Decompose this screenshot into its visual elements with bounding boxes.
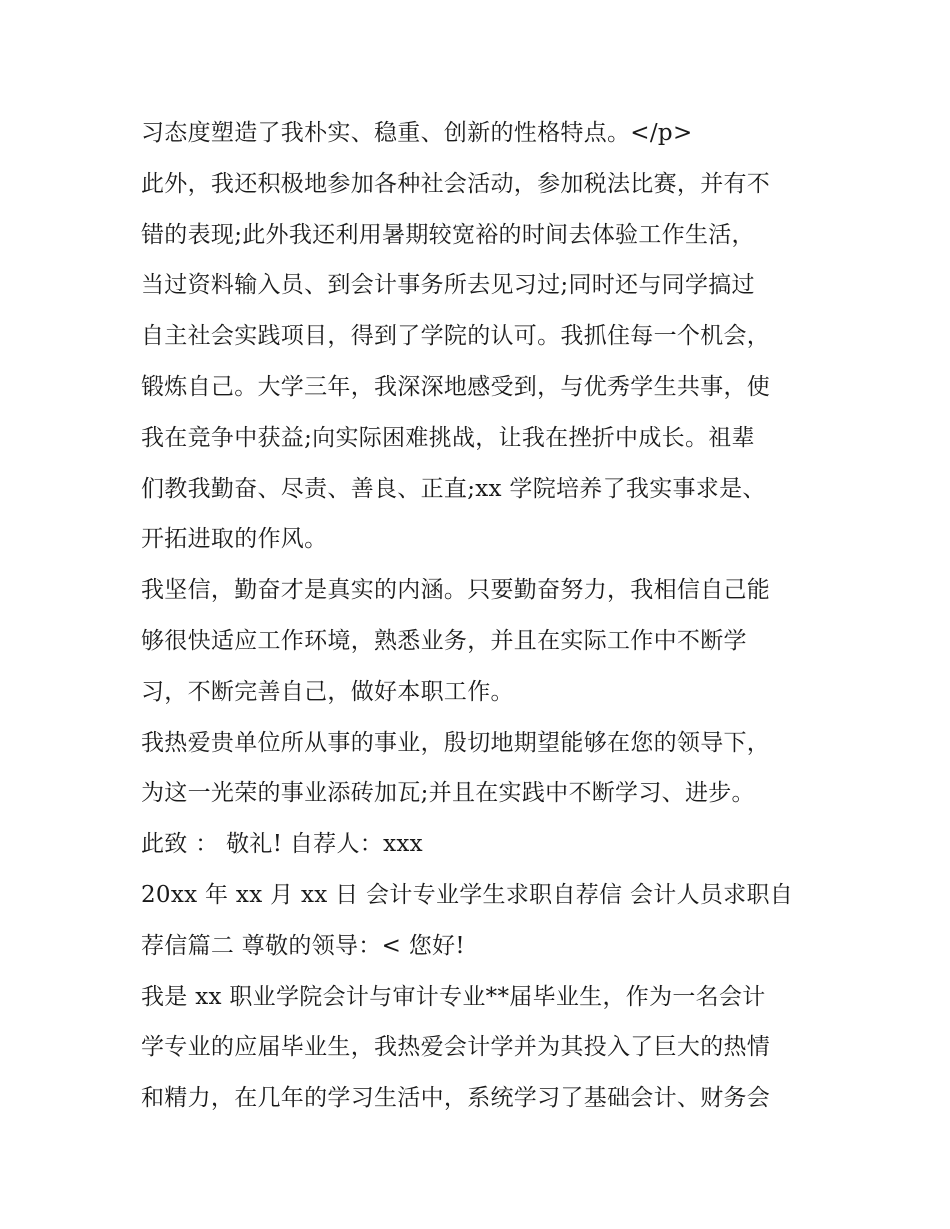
- text-line: 自主社会实践项目，得到了学院的认可。我抓住每一个机会，: [141, 323, 771, 350]
- text-line: 锻炼自己。大学三年，我深深地感受到，与优秀学生共事，使: [141, 373, 771, 400]
- text-line: 学专业的应届毕业生，我热爱会计学并为其投入了巨大的热情: [141, 1034, 771, 1061]
- text-line: 习态度塑造了我朴实、稳重、创新的性格特点。</p>: [141, 120, 693, 146]
- text-line: 我是 xx 职业学院会计与审计专业**届毕业生，作为一名会计: [141, 983, 766, 1010]
- text-line: 荐信篇二 尊敬的领导：< 您好!: [141, 932, 465, 959]
- text-line: 和精力，在几年的学习生活中，系统学习了基础会计、财务会: [141, 1085, 771, 1112]
- text-line: 习，不断完善自己，做好本职工作。: [141, 678, 514, 705]
- text-line: 们教我勤奋、尽责、善良、正直;xx 学院培养了我实事求是、: [141, 475, 766, 502]
- text-line: 够很快适应工作环境，熟悉业务，并且在实际工作中不断学: [141, 627, 747, 654]
- text-line: 此外，我还积极地参加各种社会活动，参加税法比赛，并有不: [141, 170, 771, 197]
- text-line: 当过资料输入员、到会计事务所去见习过;同时还与同学搞过: [141, 272, 755, 299]
- text-line: 我在竞争中获益;向实际困难挑战，让我在挫折中成长。祖辈: [141, 424, 755, 451]
- text-line: 错的表现;此外我还利用暑期较宽裕的时间去体验工作生活，: [141, 221, 755, 248]
- text-line: 此致 ： 敬礼! 自荐人：xxx: [141, 831, 423, 858]
- text-line: 开拓进取的作风。: [141, 526, 328, 553]
- text-line: 为这一光荣的事业添砖加瓦;并且在实践中不断学习、进步。: [141, 780, 755, 807]
- text-line: 我热爱贵单位所从事的事业，殷切地期望能够在您的领导下，: [141, 729, 771, 756]
- document-body: [141, 108, 821, 1124]
- text-line: 20xx 年 xx 月 xx 日 会计专业学生求职自荐信 会计人员求职自: [141, 881, 794, 908]
- text-line: 我坚信，勤奋才是真实的内涵。只要勤奋努力，我相信自己能: [141, 577, 771, 604]
